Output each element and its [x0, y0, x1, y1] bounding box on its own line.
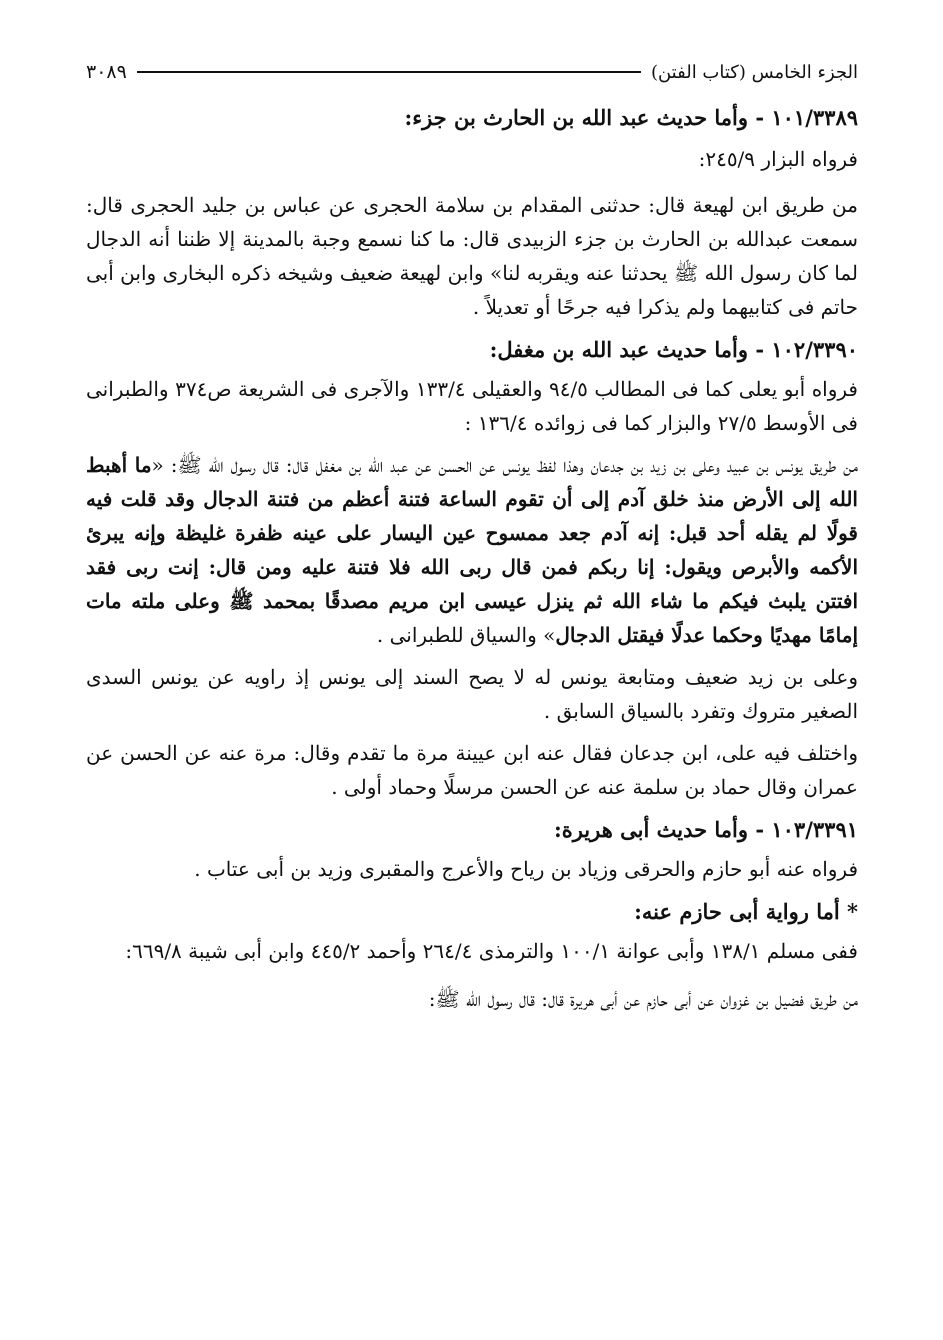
hadith-quote: ما أهبط الله إلى الأرض منذ خلق آدم إلى أن تقوم الساعة فتنة أعظم من فتنة الدجال وقد قلت فيه قولًا لم يقله أحد قبل: إنه آدم جعد ممسوح عين اليسار على عينه ظفرة غليظة وإنه يبرئ الأكمه والأبرص ويقول: إنا ربكم فمن قال ربى الله فلا فتنة عليه ومن قال: إنت ربى فقد افتتن يلبث فيكم ما شاء الله ثم ينزل عيسى ابن مريم مصدقًا بمحمد ﷺ وعلى ملته مات إمامًا مهديًا وحكما عدلًا فيقتل الدجال — [86, 453, 858, 647]
hadith-outro: » والسياق للطبرانى . — [376, 623, 556, 647]
page-header — [86, 52, 858, 92]
running-title: الجزء الخامس (كتاب الفتن) — [650, 61, 858, 83]
paragraph-ali-ibn-zayd: وعلى بن زيد ضعيف ومتابعة يونس له لا يصح السند إلى يونس إذ راويه عن يونس السدى الصغير متروك وتفرد بالسياق السابق . — [86, 665, 858, 723]
paragraph-narrators: فرواه عنه أبو حازم والحرقى وزياد بن رياح والأعرج والمقبرى وزيد بن أبى عتاب . — [194, 857, 858, 881]
hadith-intro: من طريق يونس بن عبيد وعلى بن زيد بن جدعان وهذا لفظ يونس عن الحسن عن عبد الله بن مغفل قال: قال رسول الله ﷺ: « — [151, 453, 858, 477]
book-page — [86, 52, 858, 1016]
paragraph-fudayl: من طريق فضيل بن غزوان عن أبى حازم عن أبى هريرة قال: قال رسول الله ﷺ: — [428, 987, 858, 1011]
section-heading-103: ١٠٣/٣٣٩١ - وأما حديث أبى هريرة: — [553, 817, 858, 842]
paragraph-ikhtilaf: واختلف فيه على، ابن جدعان فقال عنه ابن عيينة مرة ما تقدم وقال: مرة عنه عن الحسن عن عمران وقال حماد بن سلمة عنه عن الحسن مرسلًا وحماد أولى . — [86, 741, 858, 799]
header-rule — [137, 71, 641, 73]
section-heading-101: ١٠١/٣٣٨٩ - وأما حديث عبد الله بن الحارث بن جزء: — [404, 105, 858, 130]
source-line-bazzar: فرواه البزار ٢٤٥/٩: — [698, 147, 858, 171]
page-number: ٣٠٨٩ — [86, 61, 127, 83]
paragraph-ibn-lahia: من طريق ابن لهيعة قال: حدثنى المقدام بن سلامة الحجرى عن عباس بن جليد الحجرى قال: سمعت عبدالله بن الحارث بن جزء الزبيدى قال: ما كنا نسمع وجبة بالمدينة إلا ظننا أنه الدجال لما كان رسول الله ﷺ يحدثنا عنه ويقربه لنا» وابن لهيعة ضعيف وشيخه ذكره البخارى وابن أبى حاتم فى كتابيهما ولم يذكرا فيه جرحًا أو تعديلاً . — [86, 193, 858, 319]
paragraph-hadith-text — [86, 448, 858, 652]
paragraph-sources-102: فرواه أبو يعلى كما فى المطالب ٩٤/٥ والعقيلى ١٣٣/٤ والآجرى فى الشريعة ص٣٧٤ والطبرانى فى الأوسط ٢٧/٥ والبزار كما فى زوائده ١٣٦/٤ : — [86, 377, 858, 435]
paragraph-sources-103: ففى مسلم ١٣٨/١ وأبى عوانة ١٠٠/١ والترمذى ٢٦٤/٤ وأحمد ٤٤٥/٢ وابن أبى شيبة ٦٦٩/٨: — [125, 939, 858, 963]
section-heading-102: ١٠٢/٣٣٩٠ - وأما حديث عبد الله بن مغفل: — [489, 337, 858, 362]
subheading-abi-hazim: * أما رواية أبى حازم عنه: — [634, 899, 858, 924]
